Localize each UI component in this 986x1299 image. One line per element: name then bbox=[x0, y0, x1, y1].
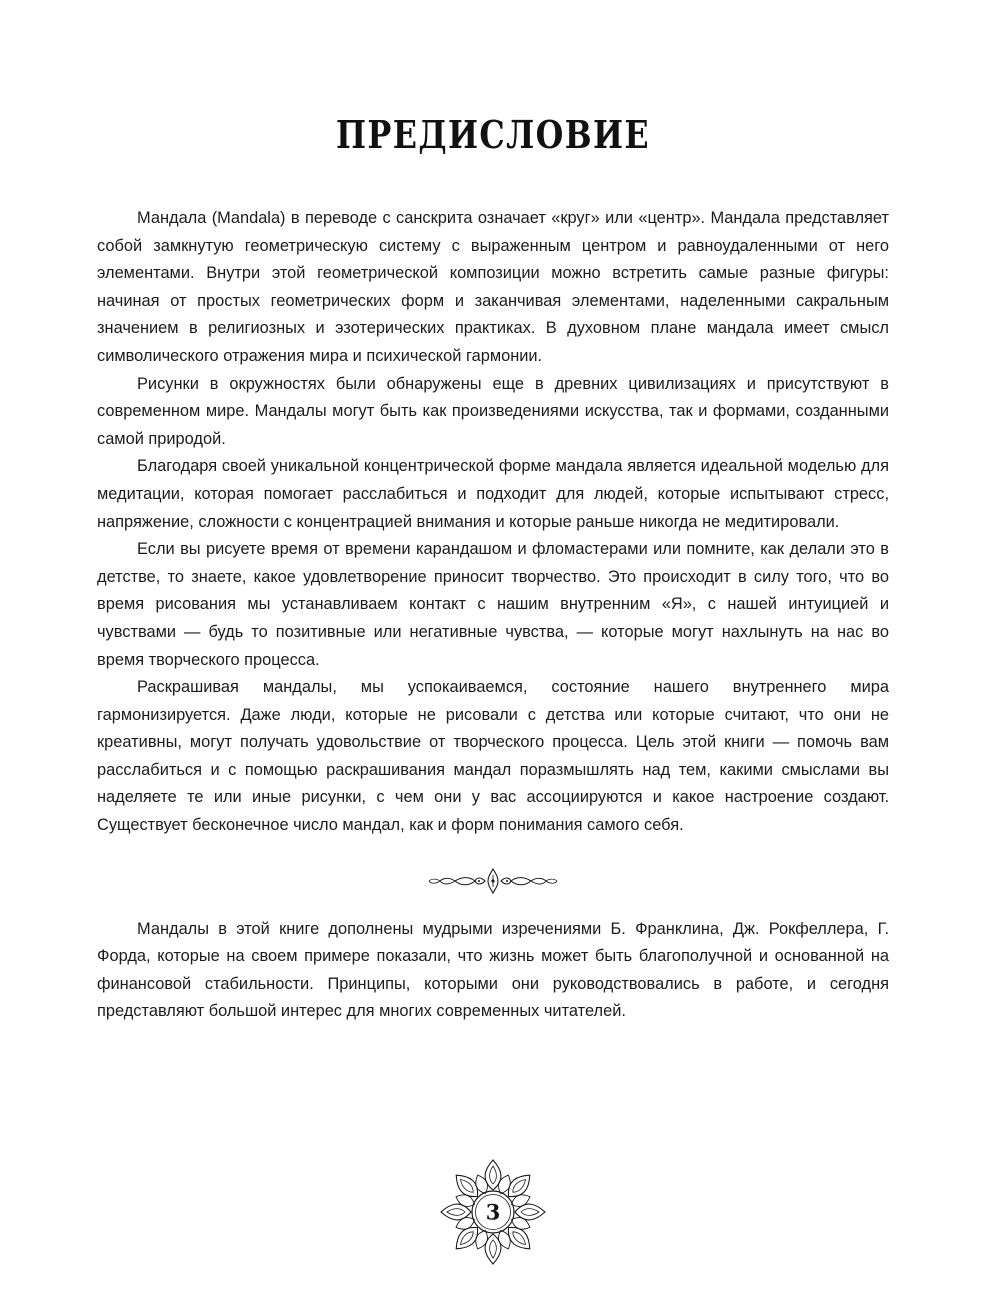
page-number: 3 bbox=[485, 1199, 501, 1225]
paragraph: Мандала (Mandala) в переводе с санскрита означает «круг» или «центр». Мандала представляет собой замкнутую геометрическую систему с выраженным центром и равноудаленными от него элементами. Внутри этой геометрической композиции можно встретить самые разные фигуры: начиная от простых геометрических форм и заканчивая элементами, наделенными сакральным значением в религиозных и эзотерических практиках. В духовном плане мандала имеет смысл символического отражения мира и психической гармонии. bbox=[97, 209, 889, 365]
paragraph: Если вы рисуете время от времени карандашом и фломастерами или помните, как делали это в детстве, то знаете, какое удовлетворение приносит творчество. Это происходит в силу того, что во время рисования мы устанавливаем контакт с нашим внутренним «Я», с нашей интуицией и чувствами — будь то позитивные или негативные чувства, — которые могут нахлынуть на нас во время творческого процесса. bbox=[97, 540, 889, 669]
paragraph: Рисунки в окружностях были обнаружены еще в древних цивилизациях и присутствуют в современном мире. Мандалы могут быть как произведениями искусства, так и формами, созданными самой природой. bbox=[97, 374, 889, 448]
flourish-divider-icon bbox=[413, 864, 573, 898]
preface-body bbox=[97, 205, 889, 840]
paragraph: Мандалы в этой книге дополнены мудрыми изречениями Б. Франклина, Дж. Рокфеллера, Г. Форда, которые на своем примере показали, что жизнь может быть благополучной и основанной на финансовой стабильности. Принципы, которыми они руководствовались в работе, и сегодня представляют большой интерес для многих современных читателей. bbox=[97, 919, 889, 1021]
mandala-flower-icon bbox=[418, 1147, 568, 1277]
page-title: ПРЕДИСЛОВИЕ bbox=[335, 112, 651, 157]
paragraph: Благодаря своей уникальной концентрической форме мандала является идеальной моделью для медитации, которая помогает расслабиться и подходит для людей, которые испытывают стресс, напряжение, сложности с концентрацией внимания и которые раньше никогда не медитировали. bbox=[97, 457, 889, 531]
paragraph: Раскрашивая мандалы, мы успокаиваемся, состояние нашего внутреннего мира гармонизируется. Даже люди, которые не рисовали с детства или которые считают, что они не креативны, могут получать удовольствие от творческого процесса. Цель этой книги — помочь вам расслабиться и с помощью раскрашивания мандал поразмышлять над тем, какими смыслами вы наделяете те или иные рисунки, с чем они у вас ассоциируются и какое настроение создают. Существует бесконечное число мандал, как и форм понимания самого себя. bbox=[97, 678, 889, 835]
page-content bbox=[97, 0, 889, 1026]
preface-closing bbox=[97, 916, 889, 1026]
page-footer bbox=[0, 1147, 986, 1277]
